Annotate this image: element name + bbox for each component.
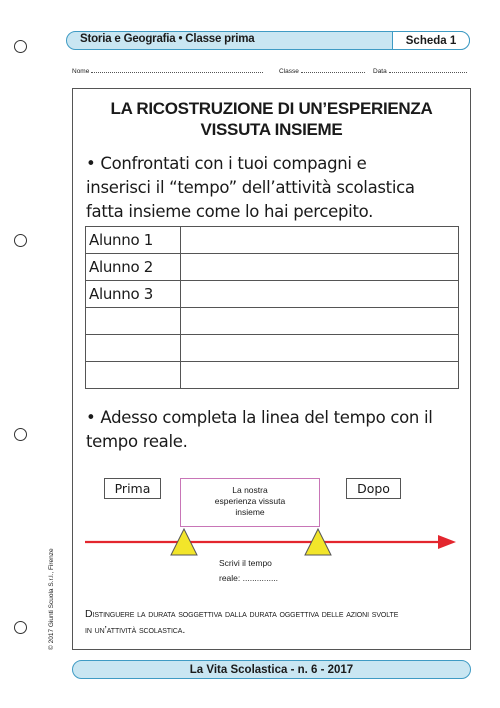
instruction2-line1: • Adesso completa la linea del tempo con il (86, 408, 433, 427)
student-label: Alunno 2 (86, 254, 181, 281)
experience-text-line1: La nostra (232, 485, 268, 495)
header-title: Storia e Geografia • Classe prima (80, 33, 255, 45)
instruction1-line2: inserisci il “tempo” dell’attività scolastica (86, 178, 415, 197)
timeline-arrow-head (438, 535, 456, 549)
footer-bar: La Vita Scolastica - n. 6 - 2017 (72, 660, 471, 679)
worksheet-title-line1: LA RICOSTRUZIONE DI UN’ESPERIENZA (110, 99, 433, 118)
class-label: Classe (279, 68, 299, 75)
experience-text-line3: insieme (235, 507, 265, 517)
learning-objective (85, 606, 460, 638)
instruction1-line1: • Confrontati con i tuoi compagni e (86, 154, 367, 173)
learning-objective-line2: in un’attività scolastica. (85, 624, 186, 636)
worksheet-title-line2: VISSUTA INSIEME (200, 120, 343, 139)
sheet-number: Scheda 1 (392, 31, 470, 50)
learning-objective-line1: Distinguere la durata soggettiva dalla durata oggettiva delle azioni svolte (85, 608, 399, 620)
write-time-line1: Scrivi il tempo (219, 558, 272, 568)
date-label: Data (373, 68, 387, 75)
write-time-line2[interactable]: reale: ............... (219, 573, 279, 583)
after-label: Dopo (346, 478, 401, 499)
instruction1-line3: fatta insieme come lo hai percepito. (86, 202, 374, 221)
name-label: Nome (72, 68, 90, 75)
student-label: Alunno 3 (86, 281, 181, 308)
instruction2-line2: tempo reale. (86, 432, 188, 451)
before-label: Prima (104, 478, 161, 499)
student-label: Alunno 1 (86, 227, 181, 254)
copyright-notice: © 2017 Giunti Scuola S.r.l., Firenze (48, 548, 55, 650)
experience-text-line2: esperienza vissuta (214, 496, 286, 506)
